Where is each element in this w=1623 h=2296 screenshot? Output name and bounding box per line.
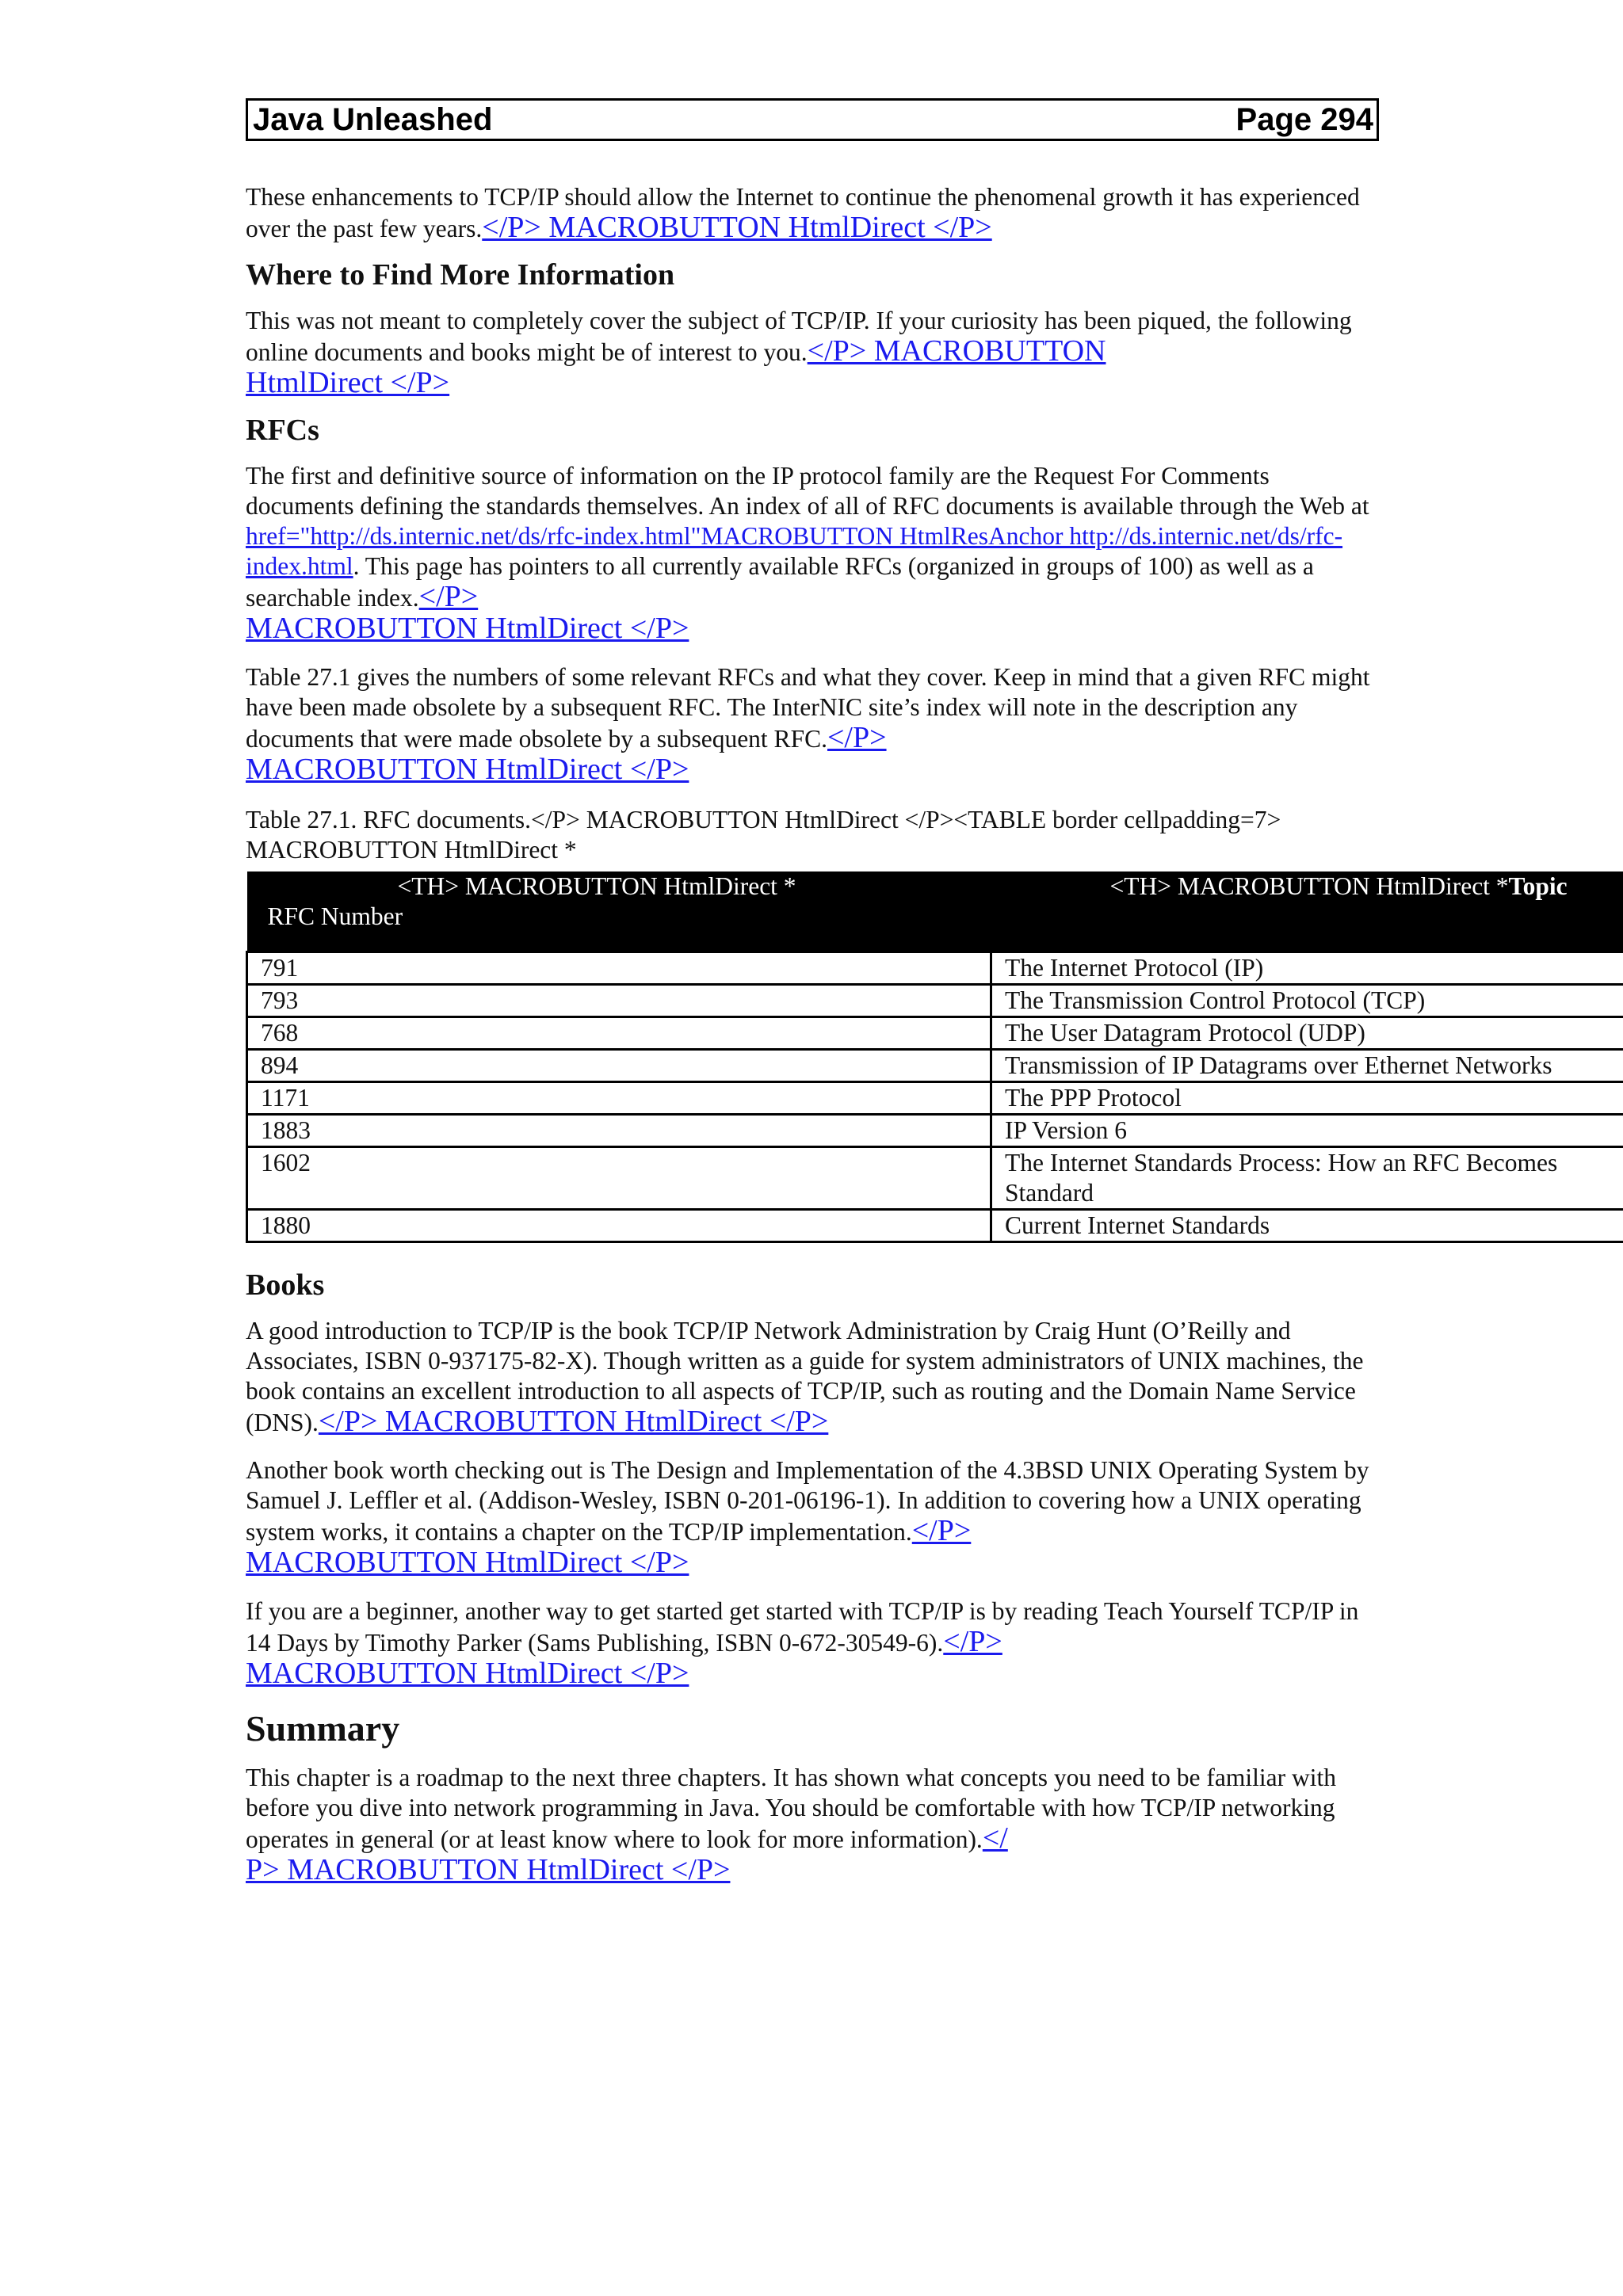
th-macro-text: <TH> MACROBUTTON HtmlDirect *: [1109, 872, 1509, 900]
page-header: [246, 98, 1379, 141]
rfc-topic-cell: The Internet Standards Process: How an RFC Becomes Standard: [991, 1147, 1623, 1210]
macrobutton-link[interactable]: </P>: [943, 1625, 1002, 1658]
summary-paragraph: [246, 1763, 1379, 1886]
table-header-topic: [991, 871, 1623, 952]
table-row: [247, 1115, 1623, 1147]
books-paragraph-3: [246, 1596, 1379, 1690]
rfc-number-cell: 1602: [247, 1147, 991, 1210]
table-row: [247, 1017, 1623, 1050]
rfc-topic-cell: The Internet Protocol (IP): [991, 952, 1623, 985]
th-macro-text: <TH> MACROBUTTON HtmlDirect *: [397, 872, 796, 900]
rfc-number-cell: 791: [247, 952, 991, 985]
th-label: RFC Number: [267, 902, 403, 930]
macrobutton-link[interactable]: </: [982, 1821, 1008, 1855]
th-topic-line: [991, 871, 1623, 902]
table-row: [247, 985, 1623, 1017]
macrobutton-link[interactable]: HtmlDirect </P>: [246, 366, 450, 399]
document-page: [246, 98, 1568, 1886]
rfc-number-cell: 1883: [247, 1115, 991, 1147]
rfc-topic-cell: The Transmission Control Protocol (TCP): [991, 985, 1623, 1017]
table-header-rfc-number: [247, 871, 991, 952]
rfcs-paragraph-2: [246, 662, 1379, 786]
section-heading-books: Books: [246, 1268, 325, 1302]
rfc-topic-cell: The PPP Protocol: [991, 1082, 1623, 1115]
intro-text: These enhancements to TCP/IP should allow the Internet to continue the phenomenal growth it has experienced over the past few years.: [246, 183, 1360, 242]
books-text-1: A good introduction to TCP/IP is the book TCP/IP Network Administration by Craig Hunt (O’Reilly and Associates, ISBN 0-937175-82-X). Though written as a guide for system administrators of UNIX machines, the book contains an excellent introduction to all aspects of TCP/IP, such as routing and the Domain Name Service (DNS).: [246, 1317, 1364, 1436]
table-row: [247, 1082, 1623, 1115]
book-title: Java Unleashed: [253, 101, 493, 137]
rfcs-paragraph-1: [246, 461, 1379, 645]
rfcs-text-1b: . This page has pointers to all currently available RFCs (organized in groups of 100) as well as a searchable index.: [246, 552, 1314, 612]
macrobutton-link[interactable]: MACROBUTTON HtmlDirect </P>: [246, 612, 689, 645]
macrobutton-link[interactable]: MACROBUTTON HtmlDirect </P>: [246, 753, 689, 786]
table-row: [247, 952, 1623, 985]
macrobutton-link[interactable]: </P>: [827, 721, 887, 754]
macrobutton-link[interactable]: </P> MACROBUTTON HtmlDirect </P>: [482, 211, 992, 244]
intro-paragraph: [246, 182, 1379, 244]
rfc-topic-cell: Current Internet Standards: [991, 1210, 1623, 1242]
rfc-topic-cell: The User Datagram Protocol (UDP): [991, 1017, 1623, 1050]
table-row: [247, 1147, 1623, 1210]
rfc-table: [246, 871, 1623, 1243]
macrobutton-link[interactable]: </P>: [911, 1514, 972, 1547]
more-info-text: This was not meant to completely cover the subject of TCP/IP. If your curiosity has been piqued, the following online documents and books might be of interest to you.: [246, 307, 1352, 366]
rfc-topic-cell: Transmission of IP Datagrams over Ethernet Networks: [991, 1050, 1623, 1082]
page-number: Page 294: [1235, 101, 1373, 137]
books-text-3: If you are a beginner, another way to get started get started with TCP/IP is by reading Teach Yourself TCP/IP in 14 Days by Timothy Parker (Sams Publishing, ISBN 0-672-30549-6).: [246, 1597, 1359, 1657]
more-info-paragraph: [246, 306, 1379, 399]
books-text-2: Another book worth checking out is The Design and Implementation of the 4.3BSD UNIX Operating System by Samuel J. Leffler et al. (Addison-Wesley, ISBN 0-201-06196-1). In addition to covering how a UNIX operating system works, it contains a chapter on the TCP/IP implementation.: [246, 1456, 1369, 1546]
rfcs-text-2: Table 27.1 gives the numbers of some relevant RFCs and what they cover. Keep in mind that a given RFC might have been made obsolete by a subsequent RFC. The InterNIC site’s index will note in the description any documents that were made obsolete by a subsequent RFC.: [246, 663, 1370, 753]
rfcs-text-1a: The first and definitive source of information on the IP protocol family are the Request For Comments documents defining the standards themselves. An index of all of RFC documents is available through the Web at: [246, 462, 1369, 520]
rfc-index-link[interactable]: href="http://ds.internic.net/ds/rfc-index.html"MACROBUTTON HtmlResAnchor http://ds.internic.net/ds/rfc-index.html: [246, 522, 1343, 580]
macrobutton-link[interactable]: </P> MACROBUTTON: [807, 334, 1106, 368]
rfc-number-cell: 894: [247, 1050, 991, 1082]
macrobutton-link[interactable]: P> MACROBUTTON HtmlDirect </P>: [246, 1853, 731, 1886]
summary-text: This chapter is a roadmap to the next three chapters. It has shown what concepts you need to be familiar with before you dive into network programming in Java. You should be comfortable with how TCP/IP networking operates in general (or at least know where to look for more information).: [246, 1764, 1336, 1853]
rfc-number-cell: 768: [247, 1017, 991, 1050]
macrobutton-link[interactable]: MACROBUTTON HtmlDirect </P>: [246, 1657, 689, 1690]
table-caption: Table 27.1. RFC documents.</P> MACROBUTTON HtmlDirect </P><TABLE border cellpadding=7> MACROBUTTON HtmlDirect *: [246, 806, 1281, 864]
macrobutton-link[interactable]: </P>: [418, 580, 479, 613]
macrobutton-link[interactable]: </P> MACROBUTTON HtmlDirect </P>: [318, 1405, 829, 1438]
rfc-topic-cell: IP Version 6: [991, 1115, 1623, 1147]
books-paragraph-1: [246, 1316, 1379, 1438]
section-heading-summary: Summary: [246, 1708, 400, 1749]
table-row: [247, 1050, 1623, 1082]
table-row: [247, 1210, 1623, 1242]
macrobutton-link[interactable]: MACROBUTTON HtmlDirect </P>: [246, 1546, 689, 1579]
th-label: Topic: [1508, 872, 1568, 900]
rfc-number-cell: 793: [247, 985, 991, 1017]
books-paragraph-2: [246, 1455, 1379, 1579]
section-heading-more-info: Where to Find More Information: [246, 258, 675, 292]
table-header-row: [247, 871, 1623, 952]
rfc-number-cell: 1171: [247, 1082, 991, 1115]
section-heading-rfcs: RFCs: [246, 414, 319, 447]
rfc-number-cell: 1880: [247, 1210, 991, 1242]
